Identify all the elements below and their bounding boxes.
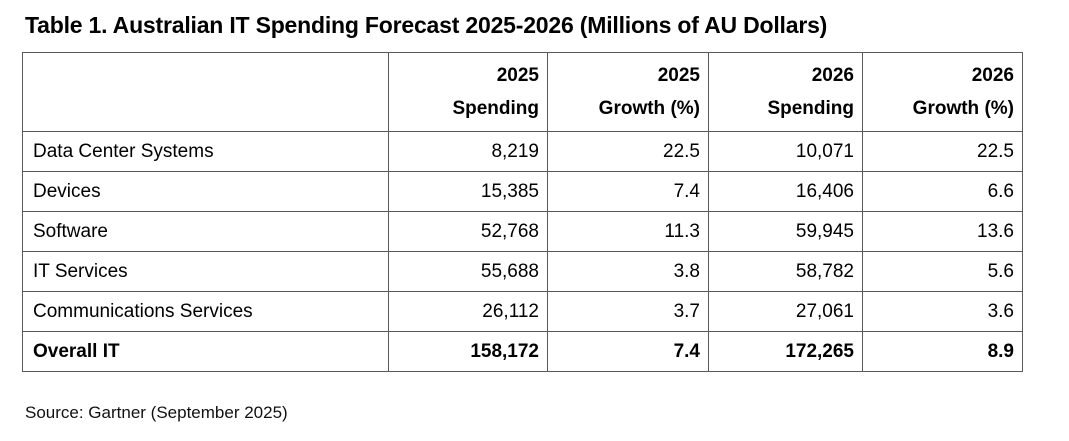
table-title: Table 1. Australian IT Spending Forecast 2025-2026 (Millions of AU Dollars) xyxy=(25,12,828,38)
cell-2026-spending: 10,071 xyxy=(709,132,863,172)
cell-2025-growth: 3.8 xyxy=(548,252,709,292)
cell-2026-growth: 22.5 xyxy=(863,132,1023,172)
cell-2026-growth: 13.6 xyxy=(863,212,1023,252)
row-label: IT Services xyxy=(23,252,389,292)
header-cell-2025-growth xyxy=(548,53,709,132)
table-row-data-center-systems xyxy=(23,132,1023,172)
header-metric-label: Growth (%) xyxy=(912,98,1014,119)
cell-2025-growth: 3.7 xyxy=(548,292,709,332)
cell-2025-spending: 55,688 xyxy=(389,252,548,292)
table-row-devices xyxy=(23,172,1023,212)
cell-2025-spending: 52,768 xyxy=(389,212,548,252)
cell-2026-spending: 59,945 xyxy=(709,212,863,252)
header-cell-2026-growth xyxy=(863,53,1023,132)
cell-2025-growth: 11.3 xyxy=(548,212,709,252)
cell-2026-growth: 5.6 xyxy=(863,252,1023,292)
table-row-communications-services xyxy=(23,292,1023,332)
cell-2026-growth: 3.6 xyxy=(863,292,1023,332)
header-year-label: 2026 xyxy=(971,65,1014,86)
source-note: Source: Gartner (September 2025) xyxy=(25,403,288,422)
cell-2025-spending: 26,112 xyxy=(389,292,548,332)
cell-2026-growth: 8.9 xyxy=(863,332,1023,372)
cell-2025-spending: 8,219 xyxy=(389,132,548,172)
cell-2026-spending: 172,265 xyxy=(709,332,863,372)
it-spending-forecast-table xyxy=(22,52,1023,372)
header-metric-label: Growth (%) xyxy=(598,98,700,119)
cell-2026-spending: 16,406 xyxy=(709,172,863,212)
header-year-label: 2025 xyxy=(496,65,539,86)
header-cell-2026-spending xyxy=(709,53,863,132)
cell-2025-growth: 22.5 xyxy=(548,132,709,172)
cell-2025-spending: 15,385 xyxy=(389,172,548,212)
row-label: Communications Services xyxy=(23,292,389,332)
cell-2026-spending: 58,782 xyxy=(709,252,863,292)
table-row-it-services xyxy=(23,252,1023,292)
cell-2025-growth: 7.4 xyxy=(548,332,709,372)
header-year-label: 2025 xyxy=(657,65,700,86)
cell-2025-growth: 7.4 xyxy=(548,172,709,212)
header-row xyxy=(23,53,1023,132)
table-row-overall-it-total xyxy=(23,332,1023,372)
header-metric-label: Spending xyxy=(452,98,539,119)
header-cell-category xyxy=(23,53,389,132)
cell-2026-spending: 27,061 xyxy=(709,292,863,332)
table-row-software xyxy=(23,212,1023,252)
header-metric-label: Spending xyxy=(767,98,854,119)
row-label: Data Center Systems xyxy=(23,132,389,172)
row-label: Software xyxy=(23,212,389,252)
row-label: Devices xyxy=(23,172,389,212)
header-year-label: 2026 xyxy=(811,65,854,86)
row-label: Overall IT xyxy=(23,332,389,372)
cell-2025-spending: 158,172 xyxy=(389,332,548,372)
cell-2026-growth: 6.6 xyxy=(863,172,1023,212)
header-cell-2025-spending xyxy=(389,53,548,132)
